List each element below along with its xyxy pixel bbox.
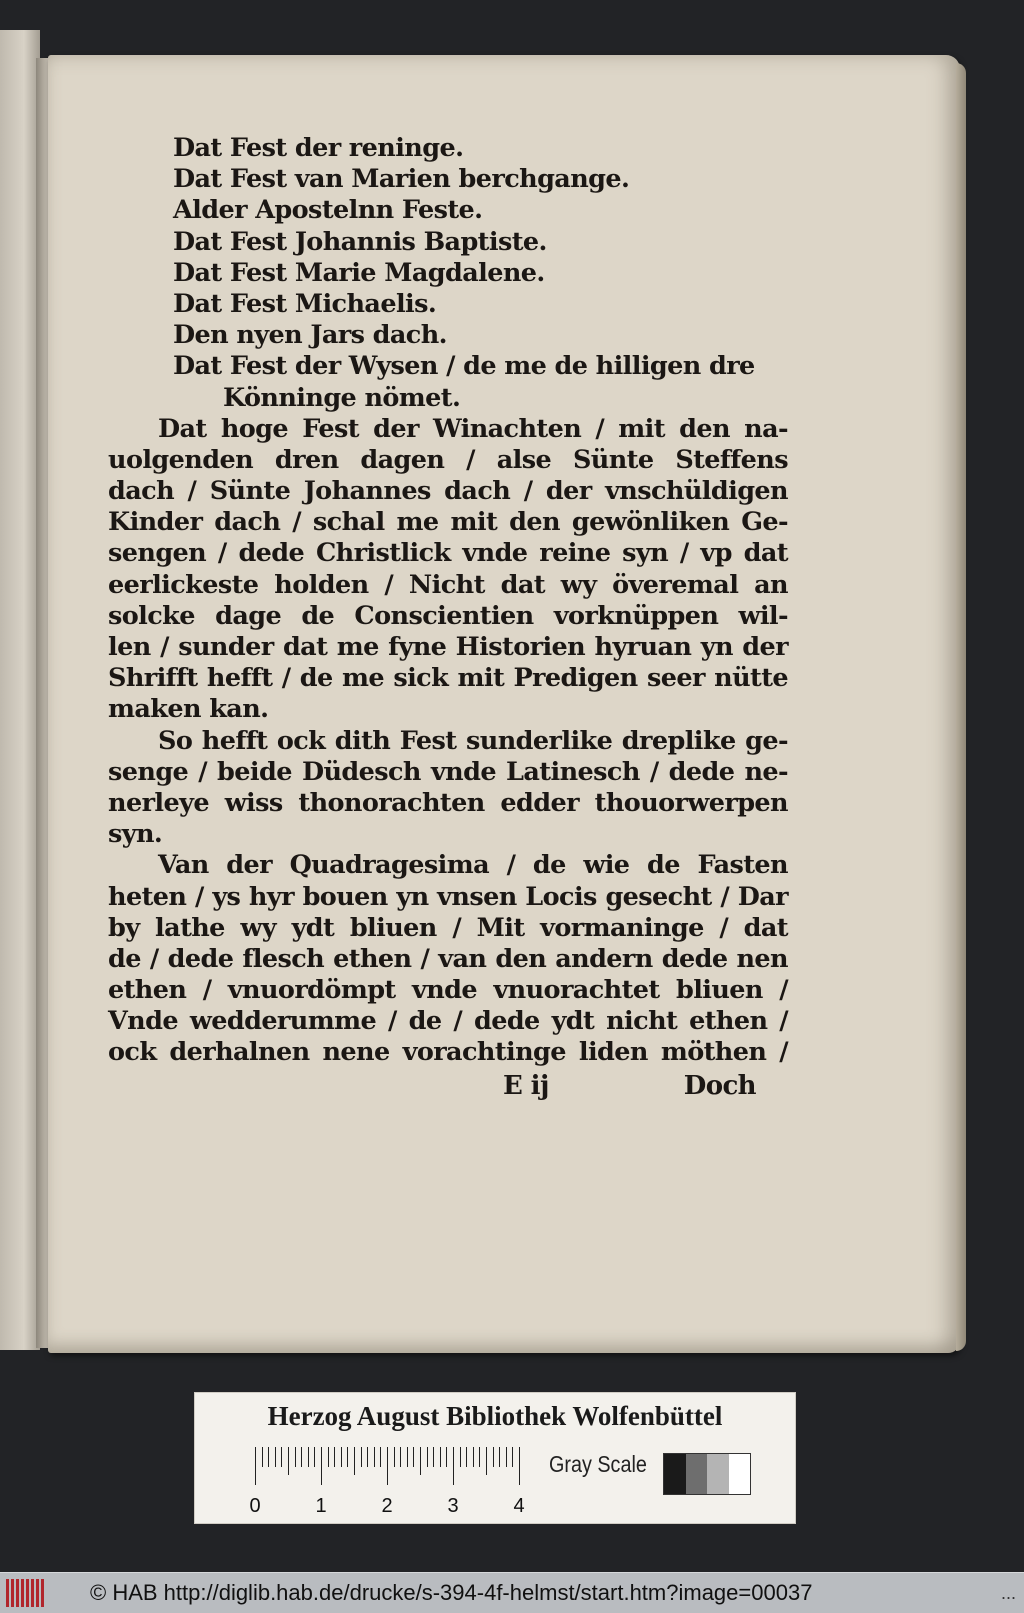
ruler-tick [512, 1447, 513, 1467]
paragraph-songs [108, 726, 788, 851]
ruler-tick [407, 1447, 408, 1467]
text-line: maken kan. [108, 694, 269, 725]
ruler-tick [334, 1447, 335, 1467]
text-line: sengen / dede Christlick vnde reine syn / vp dat [108, 538, 788, 569]
text-line: eerlickeste holden / Nicht dat wy överemal an [108, 569, 788, 600]
list-item: Dat Fest der Wysen / de me de hilligen dre [173, 351, 755, 382]
ruler-tick [275, 1447, 276, 1467]
text-line: Kinder dach / schal me mit den gewönliken Ge- [108, 507, 788, 538]
ruler-tick [255, 1447, 256, 1485]
gray-patch [729, 1454, 751, 1494]
ruler-tick [486, 1447, 487, 1475]
catchline [108, 1069, 788, 1103]
ruler-tick [446, 1447, 447, 1467]
ruler-tick [321, 1447, 322, 1485]
ruler-number: 4 [513, 1495, 525, 1517]
ruler-tick [479, 1447, 480, 1467]
ruler-tick [361, 1447, 362, 1467]
scale-ruler [249, 1447, 525, 1517]
ruler-tick [460, 1447, 461, 1467]
ruler-tick [367, 1447, 368, 1467]
ruler-tick [493, 1447, 494, 1467]
text-line: len / sunder dat me fyne Historien hyruan yn der [108, 632, 788, 662]
text-line: Shrifft hefft / de me sick mit Predigen seer nütte [108, 663, 788, 694]
text-line: de / dede flesch ethen / van den andern dede nen [108, 943, 788, 974]
page-edge [956, 63, 966, 1351]
ruler-number: 2 [381, 1495, 393, 1517]
text-line: heten / ys hyr bouen yn vnsen Locis gesecht / Dar [108, 881, 788, 912]
ruler-tick [288, 1447, 289, 1475]
ruler-tick [281, 1447, 282, 1467]
list-item-continuation: Könninge nömet. [223, 382, 461, 413]
ruler-tick [314, 1447, 315, 1467]
paragraph-christmas [108, 414, 788, 726]
text-line: ock derhalnen nene vorachtinge liden möthen / [108, 1037, 788, 1068]
ruler-tick [499, 1447, 500, 1467]
gray-scale-label: Gray Scale [549, 1451, 647, 1477]
status-bar [0, 1572, 1024, 1613]
text-line: syn. [108, 819, 163, 850]
ruler-tick [374, 1447, 375, 1467]
ruler-tick [413, 1447, 414, 1467]
ruler-tick [301, 1447, 302, 1467]
text-line: dach / Sünte Johannes dach / der vnschüldigen [108, 476, 788, 507]
ruler-tick [400, 1447, 401, 1467]
more-icon[interactable]: ... [1000, 1583, 1016, 1603]
text-line: ethen / vnuordömpt vnde vnuorachtet bliuen / [108, 975, 788, 1006]
copyright-url[interactable]: © HAB http://diglib.hab.de/drucke/s-394-4f-helmst/start.htm?image=00037 [90, 1580, 813, 1605]
barcode-icon [6, 1579, 46, 1607]
text-line: nerleye wiss thonorachten edder thouorwerpen [108, 787, 788, 818]
gray-patch [686, 1454, 708, 1494]
ruler-tick [394, 1447, 395, 1467]
ruler-tick [420, 1447, 421, 1475]
ruler-number: 1 [315, 1495, 327, 1517]
ruler-tick [427, 1447, 428, 1467]
signature-mark: E ij [503, 1070, 549, 1101]
text-line: So hefft ock dith Fest sunderlike dreplike ge- [158, 725, 788, 756]
list-item: Dat Fest der reninge. [173, 133, 464, 163]
text-line: Vnde wedderumme / de / dede ydt nicht ethen / [108, 1006, 788, 1037]
text-line: senge / beide Düdesch vnde Latinesch / dede ne- [108, 756, 788, 787]
ruler-tick [295, 1447, 296, 1467]
gray-patch [664, 1454, 686, 1494]
list-item: Den nyen Jars dach. [173, 320, 447, 351]
ruler-tick [506, 1447, 507, 1467]
catchword: Doch [683, 1070, 756, 1101]
text-line: Dat hoge Fest der Winachten / mit den na- [158, 413, 788, 444]
feast-list [108, 133, 788, 414]
ruler-tick [433, 1447, 434, 1467]
ruler-tick [341, 1447, 342, 1467]
ruler-tick [347, 1447, 348, 1467]
gray-scale-patches [663, 1453, 751, 1495]
ruler-tick [473, 1447, 474, 1467]
ruler-tick [453, 1447, 454, 1485]
text-line: by lathe wy ydt bliuen / Mit vormaninge / dat [108, 912, 788, 943]
text-line: Van der Quadragesima / de wie de Fasten [158, 850, 788, 881]
ruler-tick [519, 1447, 520, 1485]
ruler-tick [354, 1447, 355, 1475]
ruler-tick [387, 1447, 388, 1485]
ruler-tick [328, 1447, 329, 1467]
gray-patch [707, 1454, 729, 1494]
list-item: Dat Fest van Marien berchgange. [173, 164, 630, 195]
color-target-card [194, 1392, 796, 1524]
ruler-tick [308, 1447, 309, 1467]
previous-leaf-edge [0, 30, 40, 1350]
ruler-tick [380, 1447, 381, 1467]
ruler-tick [466, 1447, 467, 1467]
list-item: Dat Fest Johannis Baptiste. [173, 226, 547, 257]
library-name: Herzog August Bibliothek Wolfenbüttel [267, 1401, 723, 1431]
ruler-tick [440, 1447, 441, 1467]
list-item: Alder Apostelnn Feste. [173, 195, 483, 226]
ruler-number: 0 [249, 1495, 261, 1517]
list-item: Dat Fest Michaelis. [173, 288, 437, 319]
text-line: solcke dage de Conscientien vorknüppen wil- [108, 600, 788, 631]
book-page [48, 55, 960, 1353]
ruler-number: 3 [447, 1495, 459, 1517]
page-text [108, 133, 788, 1103]
ruler-tick [262, 1447, 263, 1467]
list-item: Dat Fest Marie Magdalene. [173, 257, 545, 288]
ruler-tick [268, 1447, 269, 1467]
text-line: uolgenden dren dagen / alse Sünte Steffens [108, 444, 788, 475]
paragraph-quadragesima [108, 850, 788, 1068]
